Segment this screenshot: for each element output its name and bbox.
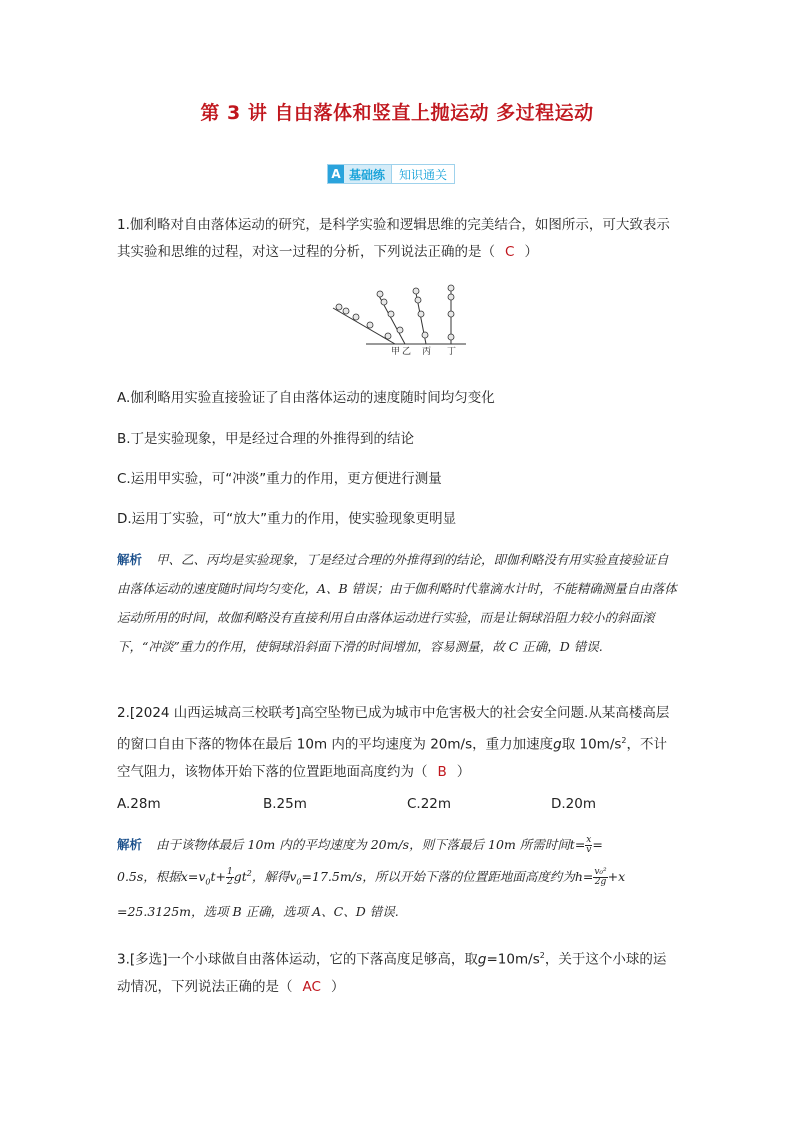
- ball-marker: [385, 333, 391, 339]
- ball-marker: [388, 311, 394, 317]
- question-1-answer: C: [505, 244, 515, 260]
- badge-sub-label: 知识通关: [391, 165, 454, 183]
- question-2-option-c: C.22m: [407, 796, 452, 812]
- ball-marker: [397, 327, 403, 333]
- question-3-answer: AC: [302, 978, 321, 995]
- label-jia: 甲: [391, 347, 401, 357]
- label-ding: 丁: [447, 347, 457, 357]
- question-2-stem: 2.[2024 山西运城高三校联考]高空坠物已成为城市中危害极大的社会安全问题.从某高楼高层的窗口自由下落的物体在最后 10m 内的平均速度为 20m/s，重力加速度g取 $10m/s^2$，不计空气阻力，该物体开始下落的位置距地面高度约为（ B ）: [117, 705, 670, 780]
- badge-letter: A: [328, 165, 344, 183]
- lesson-title: 第 3 讲 自由落体和竖直上抛运动 多过程运动: [200, 102, 594, 124]
- ball-marker: [415, 297, 421, 303]
- ball-marker: [448, 334, 454, 340]
- ball-marker: [422, 332, 428, 338]
- analysis-label: 解析: [117, 837, 143, 852]
- ball-marker: [353, 314, 359, 320]
- question-3-stem: 3.[多选]一个小球做自由落体运动，它的下落高度足够高，取$g=10m/s^2$，关于这个小球的运动情况，下列说法正确的是（ AC ）: [117, 951, 667, 995]
- galileo-incline-figure: [330, 282, 470, 360]
- ball-marker: [336, 304, 342, 310]
- fraction-v0sq-over-2g: $\frac{\text{v₀²}}{2g}$: [594, 867, 607, 888]
- fraction-one-half: $\frac{1}{2}$: [226, 867, 233, 888]
- ball-marker: [448, 311, 454, 317]
- ball-marker: [413, 288, 419, 294]
- label-yi: 乙: [402, 347, 412, 357]
- label-bing: 丙: [422, 347, 432, 357]
- question-2-answer: B: [437, 763, 447, 780]
- ball-marker: [343, 308, 349, 314]
- question-2-option-a: A.28m: [117, 796, 161, 812]
- question-1-option-d: D.运用丁实验，可“放大”重力的作用，使实验现象更明显: [117, 511, 457, 527]
- question-1-option-b: B.丁是实验现象，甲是经过合理的外推得到的结论: [117, 431, 415, 447]
- ball-marker: [377, 291, 383, 297]
- ball-marker: [448, 294, 454, 300]
- question-1-option-a: A.伽利略用实验直接验证了自由落体运动的速度随时间均匀变化: [117, 390, 495, 406]
- incline-line-1: [333, 308, 395, 344]
- section-badge: [327, 164, 455, 184]
- ball-markers: [336, 285, 454, 340]
- ball-marker: [367, 322, 373, 328]
- question-1-analysis: 解析 甲、乙、丙均是实验现象，丁是经过合理的外推得到的结论，即伽利略没有用实验直接验证自由落体运动的速度随时间均匀变化，A、B 错误；由于伽利略时代靠滴水计时，不能精确测量自由落体运动所用的时间，故伽利略没有直接利用自由落体运动进行实验，而是让铜球沿阻力较小的斜面滚下，“冲淡”重力的作用，使铜球沿斜面下滑的时间增加，容易测量，故 C 正确，D 错误.: [117, 552, 677, 654]
- fraction-x-over-v: $\frac{x}{v}$: [586, 835, 592, 855]
- ball-marker: [381, 299, 387, 305]
- badge-main-label: 基础练: [344, 165, 391, 183]
- ball-marker: [418, 311, 424, 317]
- analysis-label: 解析: [117, 552, 143, 567]
- question-2-option-b: B.25m: [263, 796, 307, 812]
- question-2-analysis: 解析 由于该物体最后 10m 内的平均速度为 20m/s，则下落最后 10m 所需时间t= $\frac{x}{v}$ = 0.5s，根据$x=v_0t+$ $\frac{1}{2}$ $gt^2$，解得$v_0=17.5m/s$，所以开始下落的位置距地面高度约为h= $\frac{\text{v₀²}}{2g}$ +x =25.3125m，选项 B 正确，选项 A、C、D 错误.: [117, 835, 626, 919]
- ball-marker: [448, 285, 454, 291]
- question-2-option-d: D.20m: [551, 796, 597, 812]
- question-1-option-c: C.运用甲实验，可“冲淡”重力的作用，更方便进行测量: [117, 471, 442, 487]
- question-1-stem: 1.伽利略对自由落体运动的研究，是科学实验和逻辑思维的完美结合，如图所示，可大致表示其实验和思维的过程，对这一过程的分析，下列说法正确的是（ C ）: [117, 217, 670, 260]
